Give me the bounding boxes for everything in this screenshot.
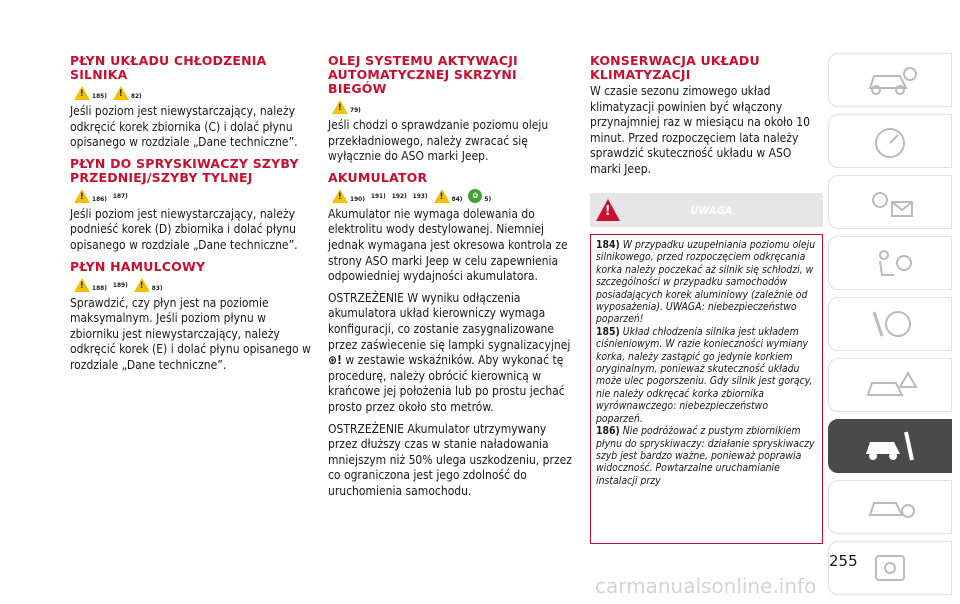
steering-warning-icon: ⊛! bbox=[328, 353, 342, 368]
section-title-coolant: PŁYN UKŁADU CHŁODZENIA SILNIKA bbox=[70, 53, 267, 82]
warning-triangle-icon bbox=[74, 189, 90, 203]
warning-triangle-icon bbox=[74, 278, 90, 292]
section-title-brake-fluid: PŁYN HAMULCOWY bbox=[70, 258, 206, 274]
specs-icon bbox=[860, 487, 920, 527]
section-title-gearbox-oil: OLEJ SYSTEMU AKTYWACJI AUTOMATYCZNEJ SKRZYNI BIEGÓW bbox=[328, 53, 518, 96]
paragraph: Jeśli poziom jest niewystarczający, należy odkręcić korek zbiornika (C) i dolać płynu opisanego w rozdziale „Dane techniczne”. bbox=[70, 104, 298, 150]
tab-maintenance[interactable] bbox=[828, 419, 952, 473]
section-title-ac: KONSERWACJA UKŁADU KLIMATYZACJI bbox=[590, 53, 760, 82]
multimedia-icon bbox=[860, 548, 920, 588]
tab-safety[interactable] bbox=[828, 236, 952, 290]
warning-triangle-icon bbox=[332, 100, 348, 114]
paragraph: Jeśli chodzi o sprawdzanie poziomu oleju przekładniowego, należy zwracać się wyłącznie do ASO marki Jeep. bbox=[328, 118, 549, 164]
warning-triangle-icon bbox=[113, 86, 129, 100]
paragraph: Jeśli poziom jest niewystarczający, należy podnieść korek (D) zbiornika i dolać płynu opisanego w rozdziale „Dane techniczne”. bbox=[70, 206, 298, 252]
warning-item: 184) W przypadku uzupełniania poziomu oleju silnikowego, przed rozpoczęciem odkręcania korka należy poczekać aż silnik się schłodzi, w szczególności w przypadku samochodów posiadających korek aluminiowy (zależnie od wyposażenia). UWAGA: niebezpieczeństwo poparzeń! bbox=[596, 239, 816, 326]
environment-leaf-icon: ✿ bbox=[468, 189, 482, 203]
ref-icons: ! 186) 187) bbox=[74, 187, 318, 205]
ref-icons: ! 185) ! 82) bbox=[74, 84, 318, 102]
warning-car-icon bbox=[860, 365, 920, 405]
car-info-icon bbox=[860, 60, 920, 100]
airbag-seat-icon bbox=[860, 243, 920, 283]
tab-lights[interactable] bbox=[828, 175, 952, 229]
section-title-battery: AKUMULATOR bbox=[328, 169, 428, 185]
warning-box bbox=[590, 234, 823, 544]
steering-wrench-icon bbox=[860, 304, 920, 344]
warning-triangle-icon bbox=[332, 189, 348, 203]
paragraph: Sprawdzić, czy płyn jest na poziomie maksymalnym. Jeśli poziom płynu w zbiorniku jest niewystarczający, należy odkręcić korek (E) i dolać płynu opisanego w rozdziale „Dane techniczne”. bbox=[70, 295, 311, 372]
tab-dashboard[interactable] bbox=[828, 114, 952, 168]
dashboard-icon bbox=[860, 121, 920, 161]
warning-label: UWAGA bbox=[690, 203, 733, 217]
ref-icons: ! 188) 189) ! 83) bbox=[74, 276, 318, 294]
watermark: carmanualsonline.info bbox=[595, 574, 817, 598]
warning-item: 186) Nie podróżować z pustym zbiornikiem płynu do spryskiwaczy: działanie spryskiwaczy szyb jest bardzo ważne, ponieważ poprawia widoczność. Powtarzalne uruchamianie instalacji przy bbox=[596, 425, 815, 487]
column-2 bbox=[328, 54, 576, 505]
warning-item: 185) Układ chłodzenia silnika jest układem ciśnieniowym. W razie konieczności wymiany korka, należy zastąpić go jedynie korkiem oryginalnym, ponieważ skuteczność układu może ulec pogorszeniu. Gdy silnik jest gorący, nie należy odkręcać korka zbiornika wyrównawczego: niebezpieczeństwo poparzeń. bbox=[596, 325, 813, 425]
warning-triangle-icon bbox=[434, 189, 450, 203]
column-1 bbox=[70, 54, 318, 380]
ref-icons: ! 190) 191) 192) 193) ! 84) ✿ 5) bbox=[332, 187, 576, 205]
paragraph: Akumulator nie wymaga dolewania do elektrolitu wody destylowanej. Niemniej jednak wymagana jest okresowa kontrola ze strony ASO marki Jeep w celu zapewnienia odpowiedniej wydajności akumulatora. bbox=[328, 206, 568, 284]
tab-driving[interactable] bbox=[828, 297, 952, 351]
paragraph: W czasie sezonu zimowego układ klimatyzacji powinien być włączony przynajmniej raz w miesiącu na około 10 minut. Przed rozpoczęciem lata należy sprawdzić skuteczność układu w ASO marki Jeep. bbox=[590, 84, 810, 176]
chapter-tabs bbox=[828, 53, 952, 602]
page-number: 255 bbox=[829, 552, 858, 570]
warning-triangle-icon bbox=[74, 86, 90, 100]
tab-car-info[interactable] bbox=[828, 53, 952, 107]
section-title-washer-fluid: PŁYN DO SPRYSKIWACZY SZYBY PRZEDNIEJ/SZYBY TYLNEJ bbox=[70, 155, 299, 185]
column-3 bbox=[590, 54, 823, 184]
warning-triangle-icon bbox=[134, 278, 150, 292]
car-service-icon bbox=[860, 426, 920, 466]
warning-triangle-icon bbox=[596, 199, 620, 221]
warning-header bbox=[590, 193, 823, 227]
ref-icons: ! 79) bbox=[332, 98, 576, 116]
paragraph: OSTRZEŻENIE W wyniku odłączenia akumulatora układ kierowniczy wymaga konfiguracji, co zostanie zasygnalizowane przez zaświecenie się lampki sygnalizacyjnej ⊛! w zestawie wskaźników. Aby wykonać tę procedurę, należy obrócić kierownicą w krańcowe jej położenia lub po prostu jechać prosto przez około sto metrów. bbox=[328, 290, 571, 414]
tab-specs[interactable] bbox=[828, 480, 952, 534]
paragraph: OSTRZEŻENIE Akumulator utrzymywany przez dłuższy czas w stanie naładowania mniejszym niż 50% ulega uszkodzeniu, przez co ograniczona jest jego zdolność do uruchomienia samochodu. bbox=[328, 421, 572, 498]
lights-mail-icon bbox=[860, 182, 920, 222]
tab-emergency[interactable] bbox=[828, 358, 952, 412]
